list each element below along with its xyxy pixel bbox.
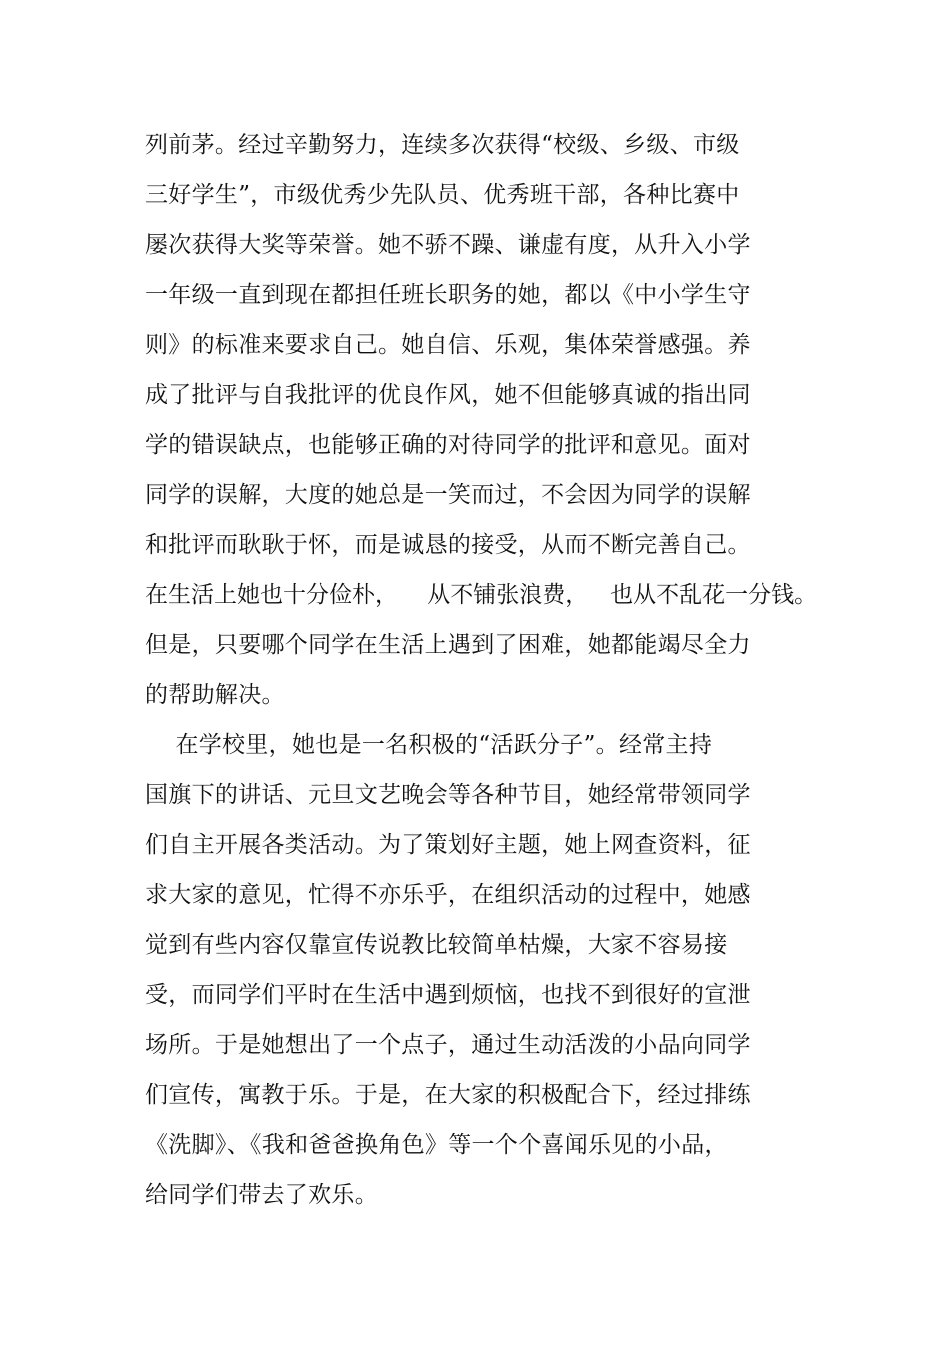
text-line: 们自主开展各类活动。为了策划好主题，她上网查资料，征 xyxy=(145,832,751,858)
text-line: 觉到有些内容仅靠宣传说教比较简单枯燥，大家不容易接 xyxy=(145,932,728,958)
text-line: 们宣传，寓教于乐。于是，在大家的积极配合下，经过排练 xyxy=(145,1082,751,1108)
text-line: 场所。于是她想出了一个点子，通过生动活泼的小品向同学 xyxy=(145,1032,751,1058)
text-line: 的帮助解决。 xyxy=(145,682,285,708)
text-line: 列前茅。经过辛勤努力，连续多次获得“校级、乡级、市级 xyxy=(145,132,740,158)
text-line: 三好学生”，市级优秀少先队员、优秀班干部，各种比赛中 xyxy=(145,182,740,208)
text-line: 受，而同学们平时在生活中遇到烦恼，也找不到很好的宣泄 xyxy=(145,982,751,1008)
text-line: 在生活上她也十分俭朴， 从不铺张浪费， 也从不乱花一分钱。 xyxy=(145,582,818,608)
text-line: 成了批评与自我批评的优良作风，她不但能够真诚的指出同 xyxy=(145,382,751,408)
text-line: 同学的误解，大度的她总是一笑而过，不会因为同学的误解 xyxy=(145,482,751,508)
text-line: 则》的标准来要求自己。她自信、乐观，集体荣誉感强。养 xyxy=(145,332,751,358)
text-line: 学的错误缺点，也能够正确的对待同学的批评和意见。面对 xyxy=(145,432,751,458)
text-line: 一年级一直到现在都担任班长职务的她，都以《中小学生守 xyxy=(145,282,751,308)
text-line: 给同学们带去了欢乐。 xyxy=(145,1182,378,1208)
text-line: 《洗脚》、《我和爸爸换角色》等一个个喜闻乐见的小品， xyxy=(145,1132,728,1158)
text-line: 屡次获得大奖等荣誉。她不骄不躁、谦虚有度，从升入小学 xyxy=(145,232,751,258)
text-line: 求大家的意见，忙得不亦乐乎，在组织活动的过程中，她感 xyxy=(145,882,751,908)
text-line: 和批评而耿耿于怀，而是诚恳的接受，从而不断完善自己。 xyxy=(145,532,751,558)
paragraph-start-line: 在学校里，她也是一名积极的“活跃分子”。经常主持 xyxy=(145,732,713,758)
body-text xyxy=(145,120,935,1220)
text-line: 国旗下的讲话、元旦文艺晚会等各种节目，她经常带领同学 xyxy=(145,782,751,808)
text-line: 但是，只要哪个同学在生活上遇到了困难，她都能竭尽全力 xyxy=(145,632,751,658)
